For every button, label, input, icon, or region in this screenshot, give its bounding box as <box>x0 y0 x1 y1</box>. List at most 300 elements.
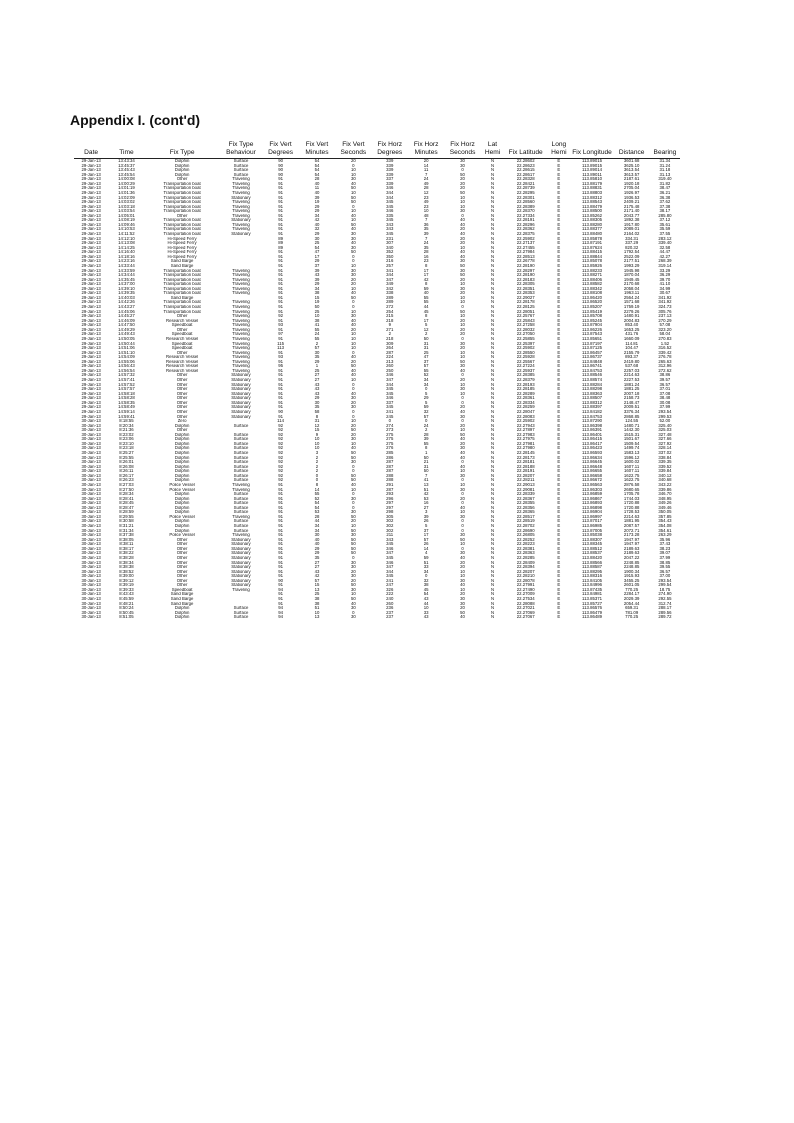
table-cell: 113.89011 <box>582 172 602 177</box>
table-cell: 10 <box>460 314 465 319</box>
table-cell: E <box>557 172 561 177</box>
table-cell: 893.37 <box>625 355 639 360</box>
table-cell: Traveling <box>232 318 250 323</box>
table-cell: 10 <box>460 542 465 547</box>
table-cell: 113.85708 <box>582 314 603 319</box>
table-cell: 14:49:43 <box>118 332 135 337</box>
table-cell: 260 <box>386 364 394 369</box>
table-cell: N <box>490 496 495 501</box>
table-cell: 91 <box>278 391 283 396</box>
table-cell: 5 <box>424 400 428 405</box>
table-cell: 113.88844 <box>582 254 603 259</box>
table-cell: 30.67 <box>659 291 671 296</box>
table-cell: 297 <box>386 505 394 510</box>
table-cell: 1881.95 <box>623 519 640 524</box>
table-cell: 113.86398 <box>582 423 603 428</box>
table-header <box>74 137 680 159</box>
table-cell: 24 <box>314 332 320 337</box>
column-header: Fix Vert Seconds <box>335 137 371 159</box>
table-cell: Stationary <box>231 218 251 223</box>
table-cell: N <box>490 560 495 565</box>
table-cell: E <box>557 524 561 528</box>
table-cell: N <box>490 373 495 378</box>
table-cell: 218 <box>386 318 394 323</box>
table-cell: 22.28328 <box>516 177 535 182</box>
table-cell: 10 <box>350 168 356 173</box>
table-cell: 92 <box>278 428 283 433</box>
table-cell: 14:40:03 <box>118 295 135 300</box>
table-cell: 345 <box>386 574 394 579</box>
table-cell: 91 <box>278 396 283 401</box>
table-cell: 22.29013 <box>516 482 535 487</box>
table-cell: E <box>557 263 561 268</box>
table-cell: 14:59:41 <box>118 414 135 419</box>
table-cell: 2 <box>424 332 428 337</box>
table-cell: 1917.80 <box>623 222 640 227</box>
table-cell: E <box>557 583 561 588</box>
table-cell: N <box>490 282 495 287</box>
table-cell: 91 <box>278 186 283 191</box>
table-cell: 22.28370 <box>516 209 535 214</box>
table-cell: 30-Jan-13 <box>81 583 101 588</box>
table-cell: 8:39:00 <box>119 574 134 579</box>
table-cell: 20 <box>350 578 356 583</box>
table-cell: 38 <box>314 597 320 601</box>
table-cell: 113.86303 <box>582 487 603 492</box>
table-cell: 113.86226 <box>582 327 603 332</box>
table-cell: 22.27050 <box>516 332 535 337</box>
table-cell: 30 <box>460 259 465 264</box>
table-cell: 29-Jan-13 <box>81 332 101 337</box>
table-cell: 30-Jan-13 <box>81 446 101 451</box>
table-cell: 29-Jan-13 <box>81 300 101 305</box>
table-cell: 2 <box>424 428 428 433</box>
table-cell: 55 <box>423 295 429 300</box>
table-cell: N <box>490 451 495 455</box>
table-cell: 30 <box>460 209 465 214</box>
table-cell: 91 <box>278 542 283 547</box>
table-cell: Transportation boat <box>163 277 201 282</box>
table-cell: 41 <box>423 478 429 483</box>
table-cell: Other <box>176 350 188 355</box>
table-cell: 339.42 <box>658 350 672 355</box>
table-cell: 91 <box>278 414 283 419</box>
table-cell: 91 <box>278 482 283 487</box>
table-cell: 2522.09 <box>623 254 640 259</box>
table-cell: 35 <box>423 245 429 250</box>
table-cell: Surface <box>233 501 249 506</box>
table-cell: 286 <box>386 455 394 460</box>
table-cell: 337.02 <box>658 451 672 455</box>
table-cell: 20 <box>350 282 356 287</box>
table-cell: 29 <box>314 282 320 287</box>
table-cell: 57 <box>423 537 429 542</box>
table-cell: Sand Barge <box>170 259 194 264</box>
table-cell: 92 <box>278 432 283 437</box>
table-cell: 113.86985 <box>582 524 603 528</box>
table-cell: 14:00:29 <box>118 181 135 186</box>
table-cell: 40 <box>350 241 356 246</box>
table-cell: 41.10 <box>659 282 671 287</box>
table-cell: 30 <box>314 400 320 405</box>
table-cell: 14:16:40 <box>118 250 135 255</box>
table-cell: 8:37:38 <box>119 533 134 538</box>
table-cell: Stationary <box>231 574 251 579</box>
table-cell: 2004.83 <box>623 318 640 323</box>
table-cell: 345 <box>386 200 394 205</box>
table-cell: 113.89015 <box>582 158 603 163</box>
table-cell: 22.28355 <box>516 501 535 506</box>
table-cell: 8:39:19 <box>119 583 134 588</box>
table-cell: 10 <box>423 606 429 611</box>
table-cell: 22.28259 <box>516 405 535 410</box>
table-cell: 10 <box>350 441 356 446</box>
table-cell: Traveling <box>232 186 250 191</box>
table-cell: E <box>557 464 561 469</box>
table-cell: 8:38:28 <box>119 555 134 560</box>
table-cell: 38.23 <box>659 546 671 551</box>
table-cell: 22.28375 <box>516 232 535 236</box>
table-cell: 113.88108 <box>582 291 603 296</box>
table-cell: 113.84182 <box>582 409 603 414</box>
table-cell: N <box>490 432 495 437</box>
table-cell: 8:38:22 <box>119 551 134 556</box>
table-cell: 40 <box>314 542 320 547</box>
table-cell: 224 <box>386 355 394 360</box>
table-cell: E <box>557 542 561 547</box>
table-cell: Traveling <box>232 368 250 373</box>
table-cell: 357.85 <box>658 514 672 519</box>
table-cell: E <box>557 574 561 579</box>
table-cell: 10 <box>460 282 465 287</box>
table-cell: 40 <box>350 355 356 360</box>
table-cell: E <box>557 273 561 278</box>
table-cell: Traveling <box>232 204 250 209</box>
table-cell: E <box>557 190 561 195</box>
table-cell: 0 <box>388 419 391 424</box>
table-cell: 30 <box>460 341 465 346</box>
table-cell: 50 <box>350 542 356 547</box>
table-cell: 16 <box>423 254 429 259</box>
table-cell: 92 <box>278 437 283 442</box>
table-cell: 1881.25 <box>623 387 640 392</box>
table-cell: Traveling <box>232 336 250 341</box>
table-cell: 14:45:06 <box>118 309 135 314</box>
table-cell: 13:45:43 <box>118 168 135 173</box>
table-cell: Surface <box>233 451 249 455</box>
table-cell: 22.27069 <box>516 610 535 615</box>
table-cell: 22.28367 <box>516 496 535 501</box>
table-cell: 20 <box>460 241 465 246</box>
table-cell: 22.27137 <box>516 241 535 246</box>
table-cell: N <box>490 341 495 346</box>
table-cell: 50 <box>350 546 356 551</box>
table-cell: 10 <box>314 437 320 442</box>
table-cell: 91 <box>278 505 283 510</box>
table-cell: 781.09 <box>625 610 639 615</box>
table-cell: N <box>490 336 495 341</box>
table-cell: 17 <box>423 533 429 538</box>
table-cell: 1583.13 <box>623 451 640 455</box>
table-cell: 34 <box>314 528 320 533</box>
table-cell: 14:56:43 <box>118 364 135 369</box>
table-cell: 29 <box>314 546 320 551</box>
table-cell: E <box>557 163 561 168</box>
table-cell: E <box>557 232 561 236</box>
table-cell: 91 <box>278 533 283 538</box>
table-cell: 29 <box>314 209 320 214</box>
table-cell: 5 <box>424 391 428 396</box>
table-cell: 55 <box>423 368 429 373</box>
table-cell: 22.25567 <box>516 359 535 364</box>
table-cell: 14:03:54 <box>118 209 135 214</box>
table-cell: 8 <box>315 414 319 419</box>
table-cell: 38.48 <box>659 396 671 401</box>
table-cell: 222 <box>386 592 394 597</box>
table-cell: 30-Jan-13 <box>81 606 101 611</box>
table-cell: 13:45:37 <box>118 163 135 168</box>
table-cell: E <box>557 177 561 182</box>
table-cell: Traveling <box>232 277 250 282</box>
table-cell: 345 <box>386 232 394 236</box>
table-cell: 22.28051 <box>516 309 535 314</box>
table-cell: 31.34 <box>659 158 671 163</box>
table-cell: N <box>490 177 495 182</box>
table-cell: 8:39:12 <box>119 578 134 583</box>
table-cell: 1515.31 <box>623 432 640 437</box>
table-cell: 0 <box>352 469 355 474</box>
table-cell: 42 <box>314 574 320 579</box>
table-cell: 347 <box>386 565 394 570</box>
table-cell: 0 <box>352 555 355 560</box>
table-cell: 341.92 <box>658 300 672 305</box>
table-cell: 29-Jan-13 <box>81 327 101 332</box>
table-cell: 40 <box>460 583 465 588</box>
table-cell: 22.28362 <box>516 227 535 232</box>
table-cell: 113.86672 <box>582 478 603 483</box>
table-cell: 1622.75 <box>623 478 640 483</box>
table-cell: 10 <box>314 446 320 451</box>
table-cell: 22.28190 <box>516 263 535 268</box>
table-cell: Transportation boat <box>163 273 201 278</box>
table-cell: Other <box>176 409 188 414</box>
table-cell: 8:26:08 <box>119 464 134 469</box>
table-cell: 22.28088 <box>516 601 535 606</box>
table-cell: 14:33:59 <box>118 268 135 273</box>
table-cell: 35 <box>314 555 320 560</box>
table-cell: 39 <box>423 437 429 442</box>
table-cell: Surface <box>233 610 249 615</box>
table-cell: 39 <box>314 268 320 273</box>
table-cell: 10 <box>460 569 465 574</box>
table-cell: 20 <box>350 359 356 364</box>
table-cell: 354.08 <box>658 524 672 528</box>
table-cell: 337 <box>386 177 394 182</box>
column-header: Fix Vert Minutes <box>299 137 335 159</box>
table-cell: 113.86859 <box>582 492 603 497</box>
table-cell: 0 <box>352 492 355 497</box>
table-cell: 335 <box>386 213 394 218</box>
table-cell: Other <box>176 565 188 570</box>
table-cell: Research Vessel <box>165 364 199 369</box>
table-cell: 40 <box>460 250 465 255</box>
table-cell: Surface <box>233 505 249 510</box>
table-cell: 40 <box>460 368 465 373</box>
table-cell: 30-Jan-13 <box>81 615 101 620</box>
table-cell: Other <box>176 373 188 378</box>
table-cell: 337 <box>386 400 394 405</box>
table-cell: 22.28191 <box>516 218 535 223</box>
table-cell: 113.86737 <box>582 355 603 360</box>
table-cell: Dolphin <box>174 615 190 620</box>
table-cell: 0 <box>461 519 464 524</box>
table-cell: 0 <box>461 373 464 378</box>
table-cell: 113.87017 <box>582 519 603 524</box>
table-cell: 30 <box>350 560 356 565</box>
table-cell: 29-Jan-13 <box>81 245 101 250</box>
table-cell: Dolphin <box>174 524 190 528</box>
table-cell: 29-Jan-13 <box>81 382 101 387</box>
table-cell: Traveling <box>232 286 250 291</box>
table-cell: 113.86867 <box>582 496 603 501</box>
table-cell: 14:35:45 <box>118 277 135 282</box>
table-cell: E <box>557 601 561 606</box>
table-cell: 340.68 <box>658 478 672 483</box>
table-cell: 40 <box>460 555 465 560</box>
table-cell: 50 <box>350 528 356 533</box>
table-cell: 37.12 <box>659 218 671 223</box>
table-cell: 57 <box>314 578 320 583</box>
table-cell: 30 <box>350 587 356 592</box>
table-cell: 54 <box>314 505 320 510</box>
table-cell: 52 <box>314 496 320 501</box>
table-cell: E <box>557 510 561 515</box>
table-cell: 257 <box>386 263 394 268</box>
table-cell: 50 <box>350 473 356 478</box>
table-cell: 91 <box>278 291 283 296</box>
table-cell: 113.89014 <box>582 168 603 173</box>
table-cell: Stationary <box>231 546 251 551</box>
table-cell: 58 <box>314 409 320 414</box>
table-cell: 1 <box>424 451 428 455</box>
table-cell: Dolphin <box>174 496 190 501</box>
table-cell: 113.84981 <box>582 592 603 597</box>
table-cell: 113.85419 <box>582 309 603 314</box>
table-cell: 94 <box>278 610 283 615</box>
table-cell: Transportation boat <box>163 309 201 314</box>
table-cell: 14:56:54 <box>118 368 135 373</box>
table-cell: 54 <box>423 592 429 597</box>
table-cell: 22.27009 <box>516 592 535 597</box>
table-cell: N <box>490 168 495 173</box>
table-cell: 37 <box>423 528 429 533</box>
table-cell: 113.87543 <box>582 332 603 337</box>
table-cell: E <box>557 314 561 319</box>
table-cell: E <box>557 204 561 209</box>
table-cell: N <box>490 606 495 611</box>
table-cell: N <box>490 597 495 601</box>
table-cell: Sand Barge <box>170 592 194 597</box>
table-cell: 91 <box>278 597 283 601</box>
table-cell: 22.28210 <box>516 574 535 579</box>
table-cell: E <box>557 277 561 282</box>
table-cell: N <box>490 514 495 519</box>
table-cell: 31 <box>314 419 320 424</box>
table-cell: 22.27534 <box>516 597 535 601</box>
table-cell: 30-Jan-13 <box>81 587 101 592</box>
table-cell: 30-Jan-13 <box>81 514 101 519</box>
table-cell: 352 <box>386 250 394 255</box>
table-cell: 44.47 <box>659 250 671 255</box>
table-cell: 29-Jan-13 <box>81 209 101 214</box>
table-cell: 29-Jan-13 <box>81 250 101 255</box>
table-cell: Speedboat <box>171 346 193 351</box>
table-cell: 30-Jan-13 <box>81 533 101 538</box>
table-cell: 14:50:44 <box>118 341 135 346</box>
table-cell: 26 <box>423 542 429 547</box>
table-cell: 22.28702 <box>516 524 535 528</box>
table-cell: 113.86898 <box>582 505 603 510</box>
table-cell: E <box>557 318 561 323</box>
table-cell: 0 <box>352 350 355 355</box>
table-cell: 323.20 <box>658 327 672 332</box>
table-cell: 113.86489 <box>582 615 603 620</box>
table-cell: 25 <box>314 309 320 314</box>
table-cell: 283.12 <box>658 236 672 241</box>
table-cell: 35 <box>314 355 320 360</box>
table-cell: 113.88582 <box>582 282 603 287</box>
table-cell: 29 <box>314 259 320 264</box>
table-cell: 34 <box>423 569 429 574</box>
table-cell: 53 <box>314 510 320 515</box>
table-cell: 339 <box>386 163 394 168</box>
table-cell: 22.27334 <box>516 213 535 218</box>
table-cell: 22.28421 <box>516 181 535 186</box>
table-cell: 22.27943 <box>516 423 535 428</box>
table-cell: 37 <box>314 263 320 268</box>
table-cell: N <box>490 601 495 606</box>
table-cell: 39 <box>423 232 429 236</box>
table-cell: 39.70 <box>659 277 671 282</box>
table-cell: Dolphin <box>174 505 190 510</box>
table-cell: 0 <box>352 382 355 387</box>
table-cell: 113.88363 <box>582 391 603 396</box>
table-cell: 50 <box>423 336 429 341</box>
table-cell: 2158.73 <box>623 396 640 401</box>
table-cell: N <box>490 469 495 474</box>
table-cell: E <box>557 514 561 519</box>
table-cell: Other <box>176 327 188 332</box>
table-cell: 36.21 <box>659 190 671 195</box>
table-cell: 343 <box>386 537 394 542</box>
table-cell: N <box>490 273 495 278</box>
header-row <box>74 137 680 159</box>
table-cell: 40 <box>460 615 465 620</box>
table-cell: 29-Jan-13 <box>81 168 101 173</box>
table-cell: N <box>490 492 495 497</box>
table-cell: 346.70 <box>658 492 672 497</box>
table-cell: Sand Barge <box>170 295 194 300</box>
table-cell: 27 <box>314 373 320 378</box>
table-cell: Transportation boat <box>163 305 201 309</box>
table-cell: 7 <box>424 172 428 177</box>
table-cell: 113.88233 <box>582 268 603 273</box>
table-cell: 10 <box>350 378 356 382</box>
table-cell: 1480.91 <box>623 314 640 319</box>
table-cell: E <box>557 259 561 264</box>
table-cell: 274.90 <box>658 592 672 597</box>
table-cell: 2279.26 <box>623 309 640 314</box>
